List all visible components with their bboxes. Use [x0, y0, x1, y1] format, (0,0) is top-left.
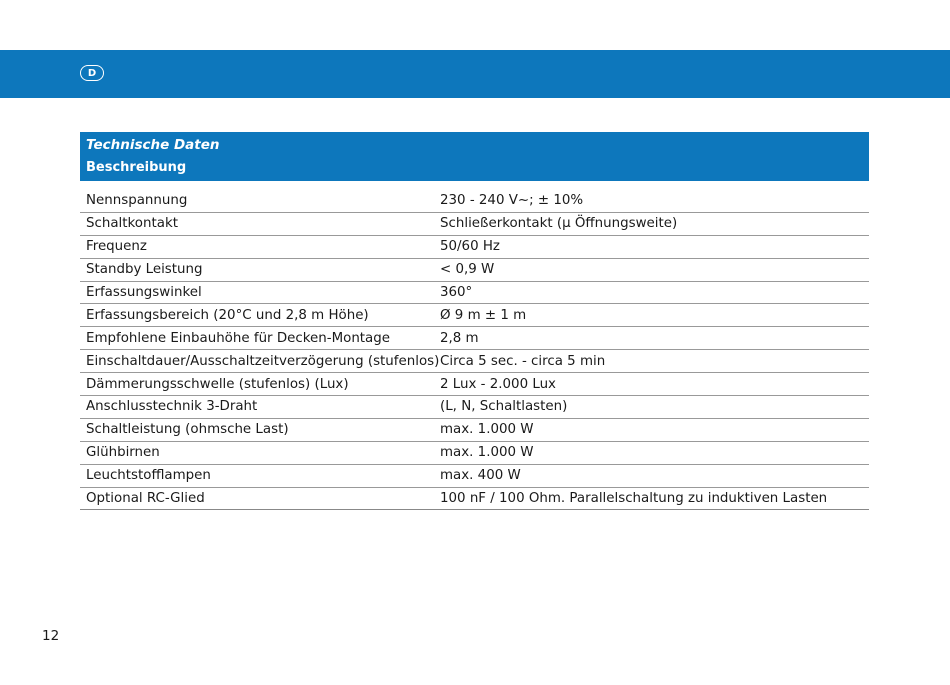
row-label: Anschlusstechnik 3-Draht [86, 399, 258, 415]
table-title: Technische Daten [86, 137, 220, 153]
table-row [80, 282, 869, 305]
table-header [80, 132, 869, 181]
row-label: Dämmerungsschwelle (stufenlos) (Lux) [86, 376, 349, 392]
table-row [80, 304, 869, 327]
row-value: 360° [440, 285, 473, 300]
table-row [80, 488, 869, 511]
row-value: (L, N, Schaltlasten) [440, 399, 568, 415]
table-row [80, 373, 869, 396]
table-row [80, 190, 869, 213]
table-row [80, 350, 869, 373]
row-value: Ø 9 m ± 1 m [440, 307, 527, 323]
row-label: Frequenz [86, 239, 147, 255]
table-row [80, 327, 869, 350]
row-label: Einschaltdauer/Ausschaltzeitverzögerung (stufenlos) [86, 353, 440, 369]
row-value: 50/60 Hz [440, 239, 500, 255]
row-label: Standby Leistung [86, 262, 203, 278]
technical-data-table [80, 132, 869, 510]
row-label: Schaltleistung (ohmsche Last) [86, 422, 289, 438]
row-value: 230 - 240 V~; ± 10% [440, 193, 584, 209]
row-value: 100 nF / 100 Ohm. Parallelschaltung zu induktiven Lasten [440, 491, 828, 507]
row-label: Schaltkontakt [86, 216, 178, 232]
row-value: 2,8 m [440, 330, 479, 346]
row-value: max. 1.000 W [440, 445, 534, 461]
table-row [80, 465, 869, 488]
row-label: Erfassungsbereich (20°C und 2,8 m Höhe) [86, 307, 369, 323]
row-value: max. 1.000 W [440, 422, 534, 438]
row-label: Nennspannung [86, 193, 188, 209]
row-value: < 0,9 W [440, 262, 495, 278]
row-value: Schließerkontakt (µ Öffnungsweite) [440, 216, 678, 232]
table-row [80, 236, 869, 259]
table-row [80, 419, 869, 442]
row-value: Circa 5 sec. - circa 5 min [440, 353, 606, 369]
row-label: Glühbirnen [86, 445, 160, 461]
table-body [80, 190, 869, 510]
table-row [80, 442, 869, 465]
table-row [80, 213, 869, 236]
table-row [80, 259, 869, 282]
row-label: Leuchtstofflampen [86, 468, 211, 484]
language-badge: D [80, 65, 104, 81]
row-value: 2 Lux - 2.000 Lux [440, 376, 556, 392]
row-label: Optional RC-Glied [86, 491, 205, 507]
page-number: 12 [42, 628, 60, 644]
table-row [80, 396, 869, 419]
row-label: Erfassungswinkel [86, 285, 202, 300]
row-value: max. 400 W [440, 468, 521, 484]
row-label: Empfohlene Einbauhöhe für Decken-Montage [86, 330, 390, 346]
table-subtitle: Beschreibung [86, 160, 187, 175]
header-band [0, 50, 950, 98]
